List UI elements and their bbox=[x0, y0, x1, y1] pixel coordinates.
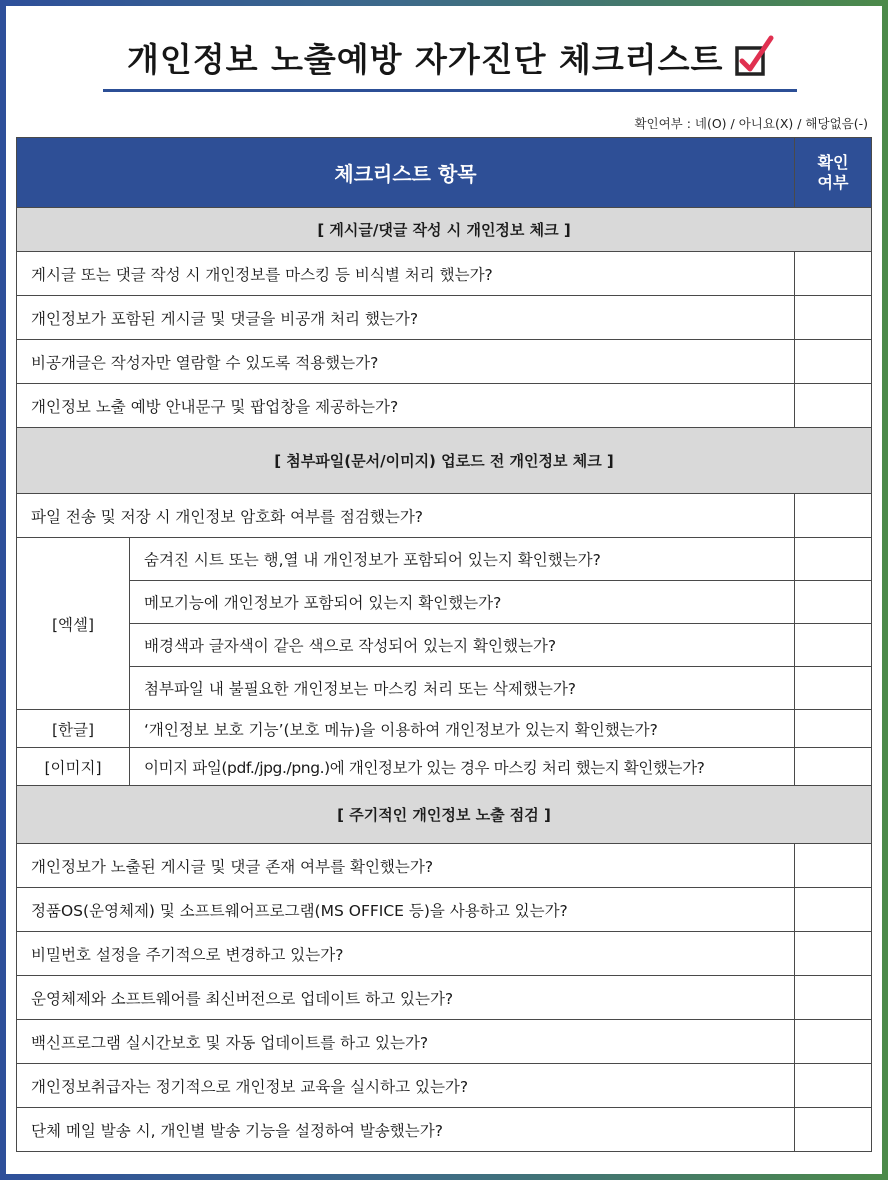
check-cell[interactable] bbox=[795, 494, 872, 538]
section-title-1: [ 게시글/댓글 작성 시 개인정보 체크 ] bbox=[17, 208, 872, 252]
table-row bbox=[17, 888, 872, 932]
check-cell[interactable] bbox=[795, 844, 872, 888]
table-row bbox=[17, 624, 872, 667]
check-cell[interactable] bbox=[795, 538, 872, 581]
table-row bbox=[17, 710, 872, 748]
table-row bbox=[17, 296, 872, 340]
checklist-item: 첨부파일 내 불필요한 개인정보는 마스킹 처리 또는 삭제했는가? bbox=[130, 667, 795, 710]
check-cell[interactable] bbox=[795, 710, 872, 748]
table-row bbox=[17, 976, 872, 1020]
header-items: 체크리스트 항목 bbox=[17, 138, 795, 208]
check-cell[interactable] bbox=[795, 976, 872, 1020]
table-row bbox=[17, 1108, 872, 1152]
checklist-sheet bbox=[6, 6, 882, 1174]
check-cell[interactable] bbox=[795, 340, 872, 384]
table-row bbox=[17, 384, 872, 428]
checklist-item: 메모기능에 개인정보가 포함되어 있는지 확인했는가? bbox=[130, 581, 795, 624]
table-row bbox=[17, 494, 872, 538]
header-check-line2: 여부 bbox=[817, 172, 849, 192]
check-legend: 확인여부 : 네(O) / 아니요(X) / 해당없음(-) bbox=[634, 116, 868, 131]
title-area bbox=[103, 30, 797, 92]
checklist-item: 게시글 또는 댓글 작성 시 개인정보를 마스킹 등 비식별 처리 했는가? bbox=[17, 252, 795, 296]
check-cell[interactable] bbox=[795, 581, 872, 624]
table-header bbox=[17, 138, 872, 208]
table-row bbox=[17, 748, 872, 786]
check-cell[interactable] bbox=[795, 1064, 872, 1108]
group-label-image: [이미지] bbox=[17, 748, 130, 786]
checklist-item: 운영체제와 소프트웨어를 최신버전으로 업데이트 하고 있는가? bbox=[17, 976, 795, 1020]
check-cell[interactable] bbox=[795, 748, 872, 786]
table-row bbox=[17, 1020, 872, 1064]
checklist-item: 이미지 파일(pdf./jpg./png.)에 개인정보가 있는 경우 마스킹 처리 했는지 확인했는가? bbox=[130, 748, 795, 786]
section-row bbox=[17, 208, 872, 252]
check-cell[interactable] bbox=[795, 932, 872, 976]
checklist-item: 비공개글은 작성자만 열람할 수 있도록 적용했는가? bbox=[17, 340, 795, 384]
table-row bbox=[17, 667, 872, 710]
checklist-table bbox=[16, 137, 872, 1152]
table-row bbox=[17, 1064, 872, 1108]
checklist-item: 비밀번호 설정을 주기적으로 변경하고 있는가? bbox=[17, 932, 795, 976]
table-row bbox=[17, 538, 872, 581]
section-row bbox=[17, 786, 872, 844]
table-row bbox=[17, 581, 872, 624]
check-cell[interactable] bbox=[795, 384, 872, 428]
checklist-item: 개인정보가 노출된 게시글 및 댓글 존재 여부를 확인했는가? bbox=[17, 844, 795, 888]
table-row bbox=[17, 932, 872, 976]
check-cell[interactable] bbox=[795, 624, 872, 667]
checklist-item: 백신프로그램 실시간보호 및 자동 업데이트를 하고 있는가? bbox=[17, 1020, 795, 1064]
checklist-item: 정품OS(운영체제) 및 소프트웨어프로그램(MS OFFICE 등)을 사용하고 있는가? bbox=[17, 888, 795, 932]
table-row bbox=[17, 252, 872, 296]
header-check bbox=[795, 138, 872, 208]
checklist-item: 개인정보가 포함된 게시글 및 댓글을 비공개 처리 했는가? bbox=[17, 296, 795, 340]
checklist-item: 파일 전송 및 저장 시 개인정보 암호화 여부를 점검했는가? bbox=[17, 494, 795, 538]
section-row bbox=[17, 428, 872, 494]
checklist-item: 단체 메일 발송 시, 개인별 발송 기능을 설정하여 발송했는가? bbox=[17, 1108, 795, 1152]
check-cell[interactable] bbox=[795, 1020, 872, 1064]
checklist-item: 숨겨진 시트 또는 행,열 내 개인정보가 포함되어 있는지 확인했는가? bbox=[130, 538, 795, 581]
table-row bbox=[17, 844, 872, 888]
checklist-item: ‘개인정보 보호 기능’(보호 메뉴)을 이용하여 개인정보가 있는지 확인했는가? bbox=[130, 710, 795, 748]
check-cell[interactable] bbox=[795, 667, 872, 710]
check-cell[interactable] bbox=[795, 888, 872, 932]
checklist-item: 개인정보취급자는 정기적으로 개인정보 교육을 실시하고 있는가? bbox=[17, 1064, 795, 1108]
table-row bbox=[17, 340, 872, 384]
page-title: 개인정보 노출예방 자가진단 체크리스트 bbox=[127, 40, 724, 79]
checklist-item: 개인정보 노출 예방 안내문구 및 팝업창을 제공하는가? bbox=[17, 384, 795, 428]
group-label-hangul: [한글] bbox=[17, 710, 130, 748]
check-cell[interactable] bbox=[795, 252, 872, 296]
group-label-excel: [엑셀] bbox=[17, 538, 130, 710]
header-check-line1: 확인 bbox=[817, 152, 849, 172]
check-cell[interactable] bbox=[795, 1108, 872, 1152]
section-title-2: [ 첨부파일(문서/이미지) 업로드 전 개인정보 체크 ] bbox=[17, 428, 872, 494]
checklist-item: 배경색과 글자색이 같은 색으로 작성되어 있는지 확인했는가? bbox=[130, 624, 795, 667]
check-cell[interactable] bbox=[795, 296, 872, 340]
checked-box-icon bbox=[733, 34, 777, 78]
section-title-3: [ 주기적인 개인정보 노출 점검 ] bbox=[17, 786, 872, 844]
